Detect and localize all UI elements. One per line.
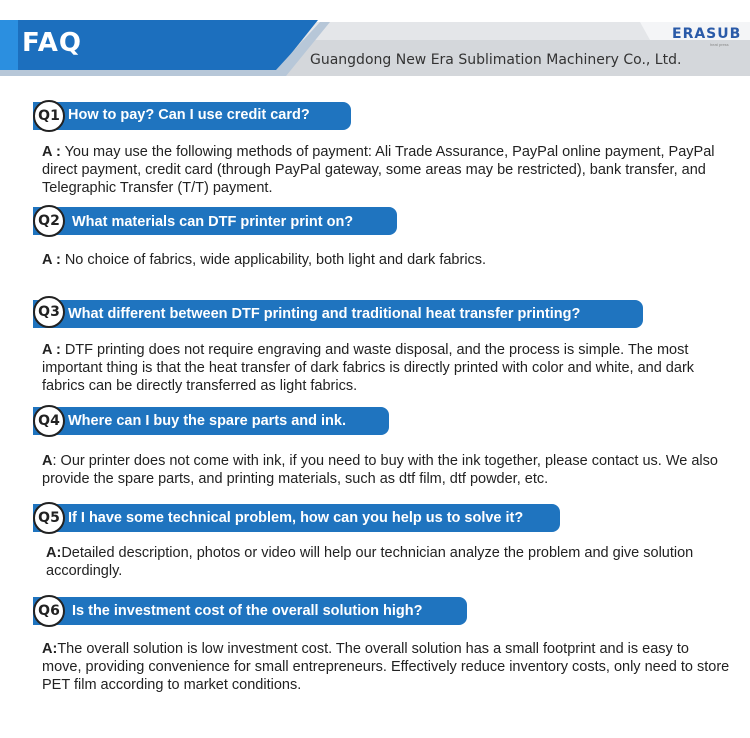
page-title: FAQ [22,28,83,58]
question-badge: Q3 [33,296,65,328]
answer-label: A [42,453,53,469]
answer-text [42,251,732,269]
question-badge: Q5 [33,502,65,534]
answer-body: The overall solution is low investment cost. The overall solution has a small footprint and is easy to move, providing convenience for small entrepreneurs. Effectively reduce inventory costs, only need to store PET film according to market conditions. [42,641,730,693]
answer-body: You may use the following methods of payment: Ali Trade Assurance, PayPal online payment, PayPal direct payment, credit card (through PayPal gateway, some areas may be restricted), bank transfer, and Telegraphic Transfer (T/T) payment. [42,144,715,196]
answer-label: A : [42,342,61,358]
question-text: What different between DTF printing and traditional heat transfer printing? [68,306,581,322]
answer-text [42,143,732,197]
answer-body: No choice of fabrics, wide applicability, both light and dark fabrics. [60,252,487,268]
question-text: Where can I buy the spare parts and ink. [68,413,346,429]
answer-label: A : [42,252,61,268]
question-badge: Q1 [33,100,65,132]
answer-text [42,640,732,694]
company-name: Guangdong New Era Sublimation Machinery Co., Ltd. [310,52,682,68]
answer-text [46,544,736,580]
question-badge: Q6 [33,595,65,627]
question-badge: Q4 [33,405,65,437]
answer-text [42,452,732,488]
question-text: What materials can DTF printer print on? [72,214,354,230]
question-badge: Q2 [33,205,65,237]
answer-label: A: [42,641,58,657]
answer-text [42,341,732,395]
brand-logo-subtitle: heat press [710,42,729,47]
page-header [0,0,750,76]
question-text: Is the investment cost of the overall solution high? [72,603,423,619]
brand-logo: ERASUB [672,26,742,42]
answer-body: : Our printer does not come with ink, if you need to buy with the ink together, please contact us. We also provide the spare parts, and printing materials, such as dtf film, dtf powder, etc. [42,453,718,487]
question-text: How to pay? Can I use credit card? [68,107,310,123]
answer-body: Detailed description, photos or video will help our technician analyze the problem and give solution accordingly. [46,545,694,579]
answer-label: A : [42,144,61,160]
answer-body: DTF printing does not require engraving and waste disposal, and the process is simple. The most important thing is that the heat transfer of dark fabrics is directly printed with color and white, and dark fabrics can be directly transferred as light fabrics. [42,342,695,394]
question-text: If I have some technical problem, how can you help us to solve it? [68,510,524,526]
answer-label: A: [46,545,62,561]
